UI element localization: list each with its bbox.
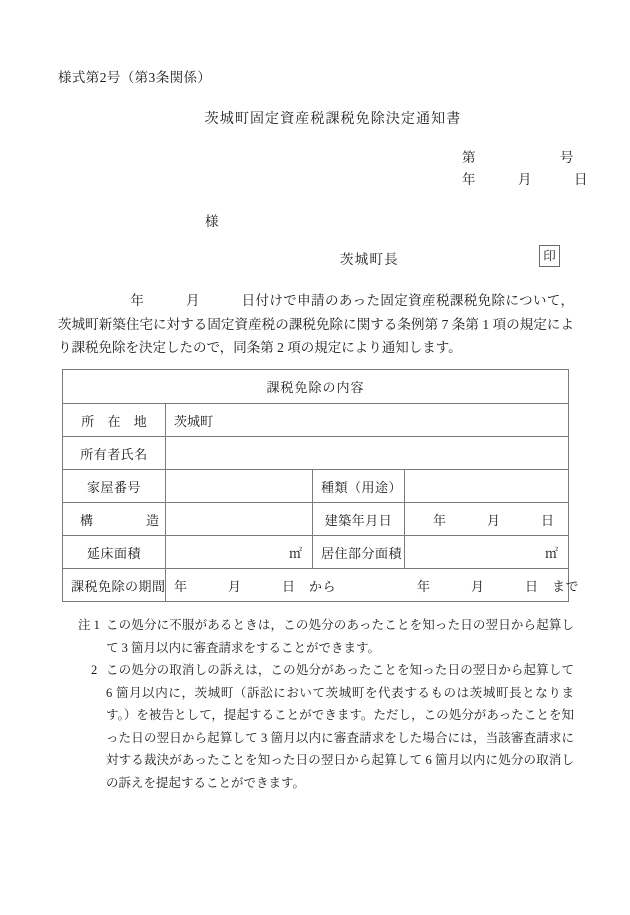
issuer-name: 茨城町長 <box>340 252 399 267</box>
note-text: この処分の取消しの訴えは，この処分があったことを知った日の翌日から起算して 6 箇月以内に，茨城町（訴訟において茨城町を代表するものは茨城町長となります。）を被告として，提起することができます。ただし，この処分があったことを知った日の翌日から起算して 3 箇月以内に審査請求をした場合には，当該審査請求に対する裁決があったことを知った日の翌日から起算して 6 箇月以内に処分の取消しの訴えを提起することができます。 <box>106 663 574 790</box>
table-row <box>63 404 569 437</box>
row-label-exemption-period: 課税免除の期間 <box>63 569 166 602</box>
row-label-house-number: 家屋番号 <box>63 470 166 503</box>
row-value-residential-area[interactable]: ㎡ <box>405 536 569 569</box>
row-label-structure: 構 造 <box>63 503 166 536</box>
row-value-build-date[interactable]: 年 月 日 <box>405 503 569 536</box>
body-paragraph-text: 年 月 日付けで申請のあった固定資産税課税免除について，茨城町新築住宅に対する固定資産税の課税免除に関する条例第 7 条第 1 項の規定により課税免除を決定したので，同条第 2 項の規定により通知します。 <box>58 293 574 355</box>
document-date-line: 年 月 日 <box>462 172 588 187</box>
row-label-residential-area: 居住部分面積 <box>313 536 405 569</box>
note-marker: 2 <box>91 663 98 677</box>
table-header-row <box>63 370 569 404</box>
table-row <box>63 536 569 569</box>
row-value-owner-name[interactable] <box>166 437 569 470</box>
document-number-line: 第 号 <box>462 150 574 165</box>
row-value-type-use[interactable] <box>405 470 569 503</box>
body-paragraph <box>58 289 574 360</box>
row-label-build-date: 建築年月日 <box>313 503 405 536</box>
exemption-table-wrapper <box>62 369 580 602</box>
form-number: 様式第2号（第3条関係） <box>58 70 212 85</box>
row-label-location: 所 在 地 <box>63 404 166 437</box>
table-row <box>63 437 569 470</box>
row-label-owner-name: 所有者氏名 <box>63 437 166 470</box>
recipient-honorific: 様 <box>205 214 219 229</box>
note-text: この処分に不服があるときは，この処分のあったことを知った日の翌日から起算して 3 箇月以内に審査請求をすることができます。 <box>106 618 574 655</box>
note-marker: 注 1 <box>78 618 100 632</box>
notes-section <box>58 614 574 794</box>
meta-block <box>462 147 588 191</box>
table-row <box>63 569 569 602</box>
row-label-total-floor-area: 延床面積 <box>63 536 166 569</box>
row-value-location[interactable]: 茨城町 <box>166 404 569 437</box>
note-item <box>58 659 574 794</box>
seal-stamp-icon: 印 <box>539 245 560 267</box>
table-header-title: 課税免除の内容 <box>63 370 569 404</box>
row-value-structure[interactable] <box>166 503 313 536</box>
note-item <box>58 614 574 659</box>
row-value-total-floor-area[interactable]: ㎡ <box>166 536 313 569</box>
table-row <box>63 503 569 536</box>
issuer-row <box>0 248 630 272</box>
row-value-house-number[interactable] <box>166 470 313 503</box>
exemption-table <box>62 369 580 602</box>
row-label-type-use: 種類（用途） <box>313 470 405 503</box>
row-value-exemption-period[interactable]: 年 月 日 から 年 月 日 まで <box>166 569 569 602</box>
table-row <box>63 470 569 503</box>
document-title: 茨城町固定資産税課税免除決定通知書 <box>204 112 462 127</box>
